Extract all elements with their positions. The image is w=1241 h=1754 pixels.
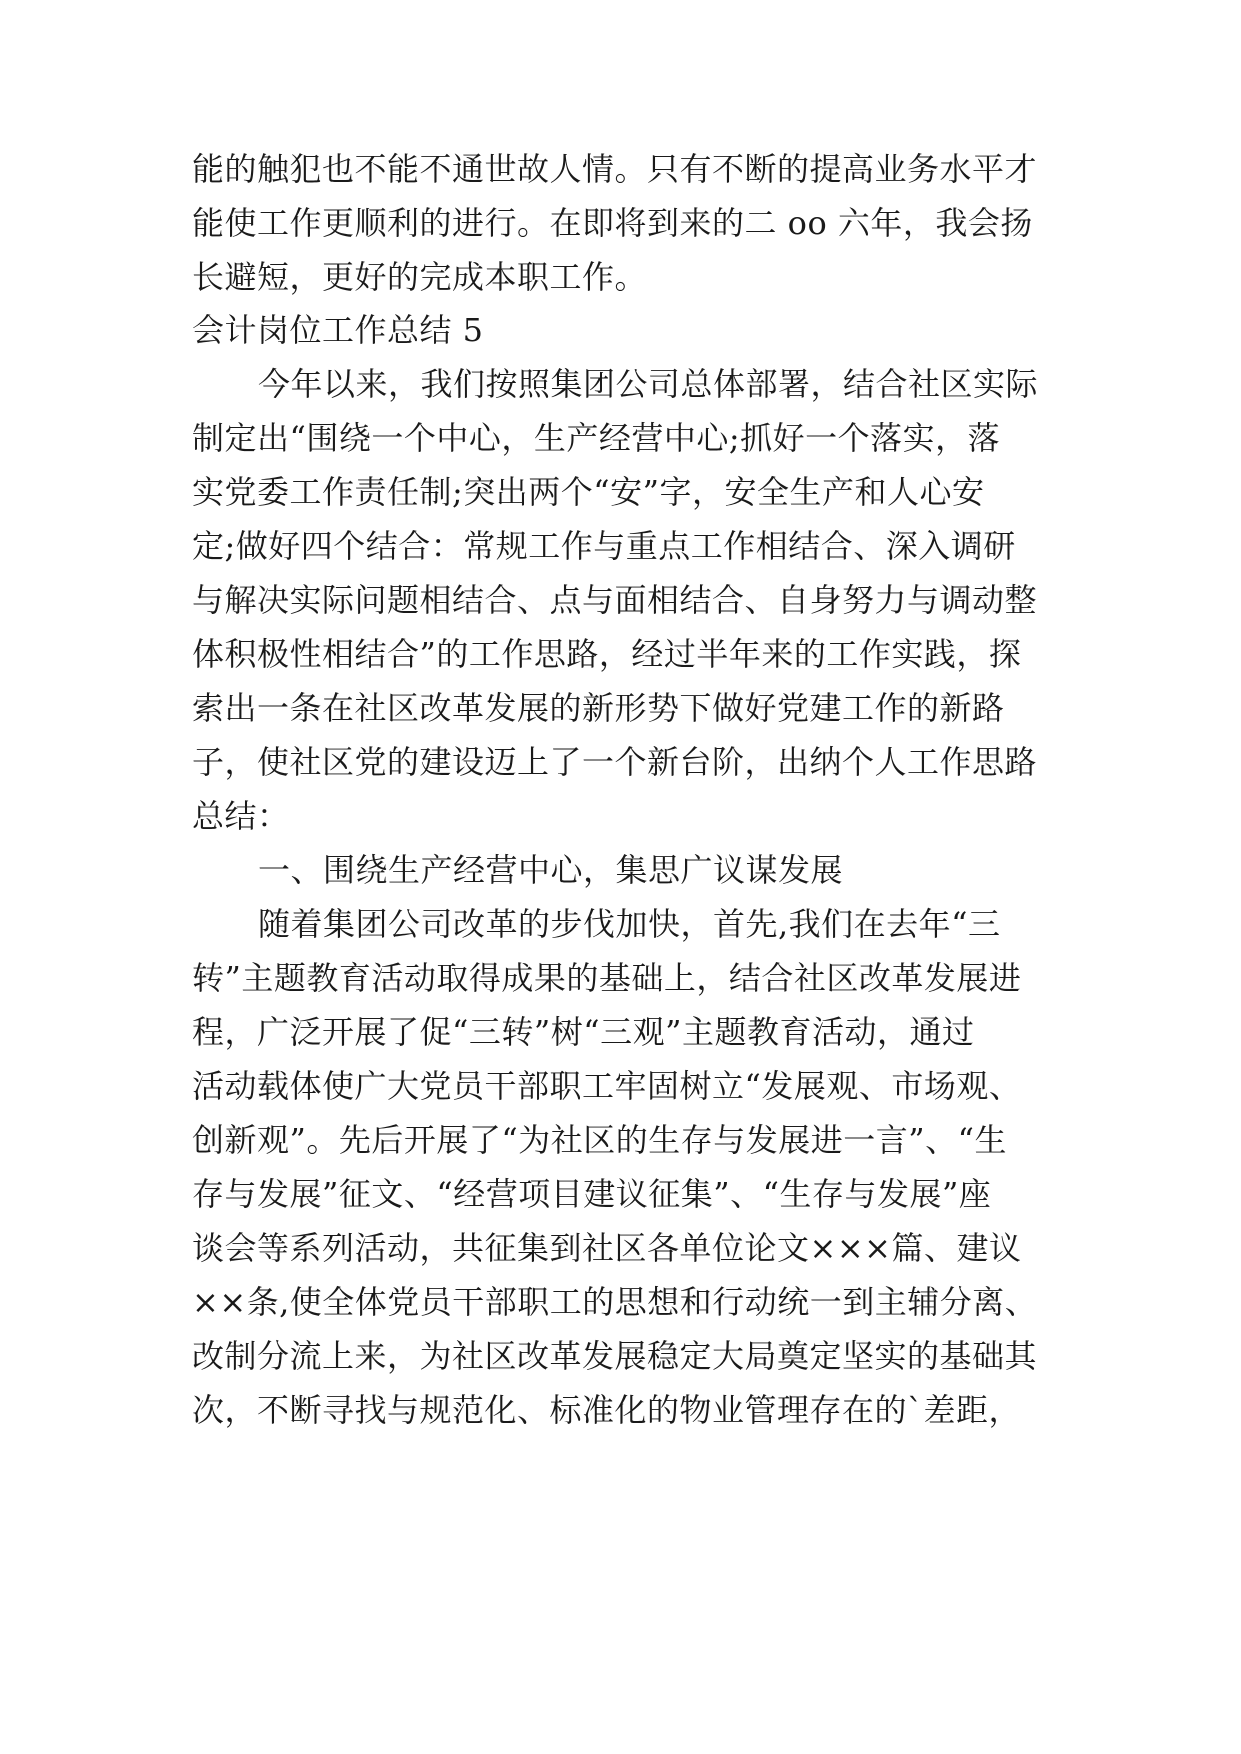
- paragraph-first-line: 今年以来，我们按照集团公司总体部署，结合社区实际: [258, 365, 1039, 403]
- body-text-line: 活动载体使广大党员干部职工牢固树立“发展观、市场观、: [192, 1067, 1022, 1105]
- body-text-line: 创新观”。先后开展了“为社区的生存与发展进一言”、“生: [192, 1121, 1007, 1159]
- body-text-line: 能的触犯也不能不通世故人情。只有不断的提高业务水平才: [192, 150, 1038, 188]
- body-text-line: 定;做好四个结合：常规工作与重点工作相结合、深入调研: [192, 527, 1016, 565]
- body-text-line: 子，使社区党的建设迈上了一个新台阶，出纳个人工作思路: [192, 743, 1038, 781]
- body-text-line: ××条,使全体党员干部职工的思想和行动统一到主辅分离、: [192, 1283, 1038, 1321]
- body-text-line: 谈会等系列活动，共征集到社区各单位论文×××篇、建议: [192, 1229, 1022, 1267]
- body-text-line: 次，不断寻找与规范化、标准化的物业管理存在的`差距，: [192, 1391, 1022, 1429]
- body-text-line: 制定出“围绕一个中心，生产经营中心;抓好一个落实，落: [192, 419, 1001, 457]
- body-text-line: 长避短，更好的完成本职工作。: [192, 258, 648, 296]
- body-text-line: 转”主题教育活动取得成果的基础上，结合社区改革发展进: [192, 959, 1022, 997]
- body-text-line: 实党委工作责任制;突出两个“安”字，安全生产和人心安: [192, 473, 985, 511]
- subsection-heading: 一、围绕生产经营中心，集思广议谋发展: [258, 851, 844, 889]
- body-text-line: 体积极性相结合”的工作思路，经过半年来的工作实践，探: [192, 635, 1022, 673]
- body-text-line: 索出一条在社区改革发展的新形势下做好党建工作的新路: [192, 689, 1005, 727]
- section-heading: 会计岗位工作总结 5: [192, 311, 484, 349]
- paragraph-first-line: 随着集团公司改革的步伐加快，首先,我们在去年“三: [258, 905, 1001, 943]
- body-text-line: 程，广泛开展了促“三转”树“三观”主题教育活动，通过: [192, 1013, 975, 1051]
- body-text-line: 与解决实际问题相结合、点与面相结合、自身努力与调动整: [192, 581, 1038, 619]
- body-text-line: 改制分流上来，为社区改革发展稳定大局奠定坚实的基础其: [192, 1337, 1038, 1375]
- body-text-line: 总结：: [192, 797, 290, 835]
- body-text-line: 能使工作更顺利的进行。在即将到来的二 oo 六年，我会扬: [192, 204, 1033, 242]
- body-text-line: 存与发展”征文、“经营项目建议征集”、“生存与发展”座: [192, 1175, 992, 1213]
